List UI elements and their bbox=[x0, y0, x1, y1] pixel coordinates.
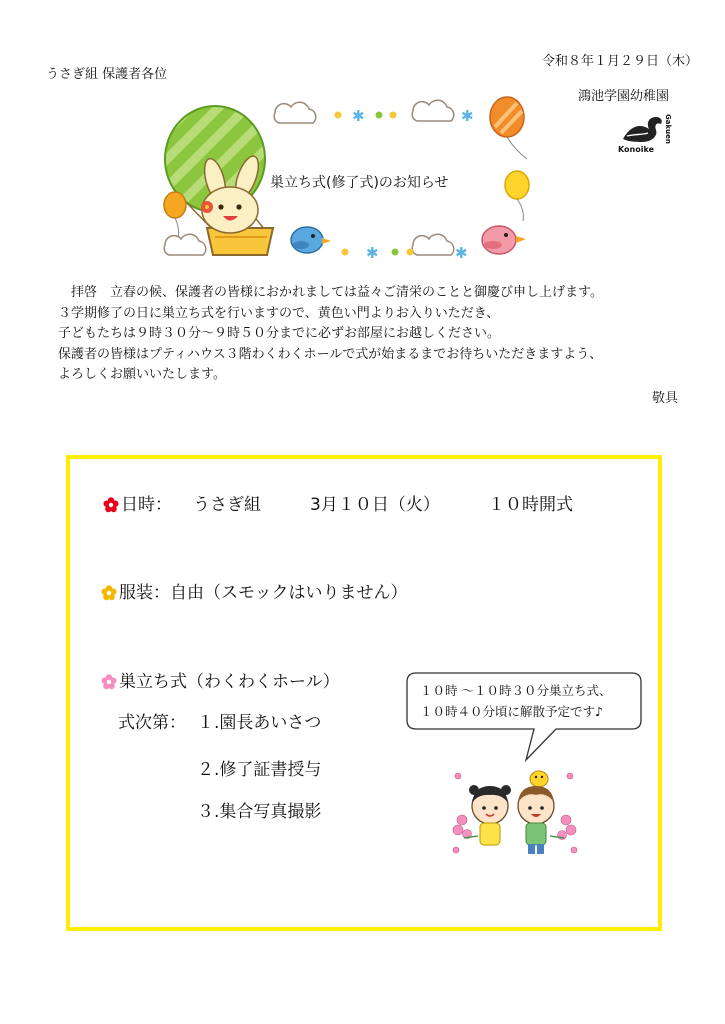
datetime-date: 3月１０日（火） bbox=[310, 495, 440, 515]
ceremony-title: 巣立ち式（わくわくホール） bbox=[119, 672, 340, 692]
school-logo bbox=[618, 112, 680, 160]
school-name: 鴻池学園幼稚園 bbox=[578, 89, 670, 104]
datetime-label: 日時： bbox=[121, 495, 172, 515]
program-label: 式次第： bbox=[118, 713, 186, 733]
letter-closing: 敬具 bbox=[652, 391, 679, 406]
yellow-balloon-icon bbox=[505, 171, 529, 221]
banner-title: 巣立ち式(修了式)のお知らせ bbox=[270, 175, 449, 191]
bubble-text bbox=[420, 680, 611, 722]
banner-illustration bbox=[155, 95, 555, 270]
addressee: うさぎ組 保護者各位 bbox=[46, 67, 168, 82]
blue-bird-icon bbox=[291, 227, 331, 253]
attire-text: 服装：自由（スモックはいりません） bbox=[119, 583, 408, 603]
program-item: ２.修了証書授与 bbox=[197, 760, 322, 780]
flower-red-icon bbox=[103, 497, 119, 517]
bubble-line: １０時４０分頃に解散予定です♪ bbox=[420, 704, 603, 719]
letter-line: よろしくお願いいたします。 bbox=[58, 367, 226, 383]
svg-text:✱: ✱ bbox=[366, 244, 379, 262]
flower-yellow-icon bbox=[101, 585, 117, 605]
pink-bird-icon bbox=[482, 226, 526, 254]
svg-text:✱: ✱ bbox=[461, 107, 474, 125]
letter-body bbox=[58, 283, 698, 386]
program-item: １.園長あいさつ bbox=[197, 713, 322, 733]
datetime-group: うさぎ組 bbox=[193, 495, 261, 515]
bubble-line: １０時 ～１０時３０分巣立ち式、 bbox=[420, 683, 612, 698]
children-with-flowers-icon bbox=[450, 768, 580, 858]
letter-line: 拝啓 立春の候、保護者の皆様におかれましては益々ご清栄のことと御慶び申し上げます。 bbox=[58, 285, 603, 300]
striped-orange-balloon-icon bbox=[490, 97, 527, 159]
program-item: ３.集合写真撮影 bbox=[197, 802, 322, 822]
svg-text:✱: ✱ bbox=[455, 244, 468, 262]
children-illustration bbox=[450, 768, 580, 858]
datetime-time: １０時開式 bbox=[488, 495, 573, 515]
letter-date: 令和８年１月２９日（木） bbox=[542, 54, 699, 69]
letter-line: 子どもたちは９時３０分～９時５０分までに必ずお部屋にお越しください。 bbox=[58, 326, 501, 342]
letter-line: ３学期修了の日に巣立ち式を行いますので、黄色い門よりお入りいただき、 bbox=[58, 305, 500, 321]
logo-text-main: Konoike bbox=[618, 145, 655, 154]
logo-text-side: Gakuen bbox=[664, 114, 672, 144]
letter-line: 保護者の皆様はプティハウス３階わくわくホールで式が始まるまでお待ちいただきますよう、 bbox=[58, 346, 603, 362]
svg-text:✱: ✱ bbox=[352, 107, 365, 125]
flower-pink-icon bbox=[101, 674, 117, 694]
